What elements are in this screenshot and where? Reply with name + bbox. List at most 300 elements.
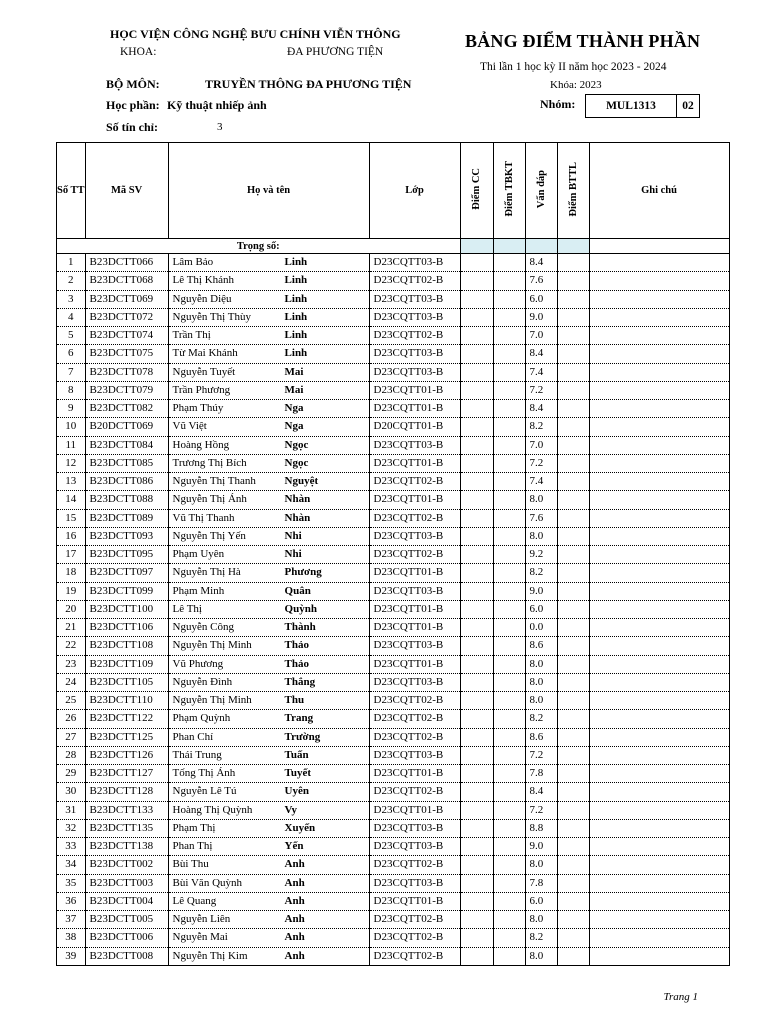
van-dap-cell: 8.0 (525, 856, 557, 874)
ten: Nga (284, 402, 304, 415)
diem-bttl-cell (557, 254, 589, 272)
ghi-chu-cell (589, 363, 729, 381)
ghi-chu-cell (589, 874, 729, 892)
ho-dem: Phạm Thúy (172, 402, 224, 415)
diem-tbkt-cell (493, 819, 525, 837)
diem-tbkt-cell (493, 600, 525, 618)
diem-tbkt-cell (493, 856, 525, 874)
col-masv: Mã SV (85, 143, 168, 239)
ten: Nga (284, 420, 304, 433)
ghi-chu-cell (589, 746, 729, 764)
ho-dem: Phan Thị (172, 840, 213, 853)
diem-tbkt-cell (493, 290, 525, 308)
masv-cell: B23DCTT004 (85, 892, 168, 910)
lop-cell: D23CQTT03-B (369, 345, 460, 363)
table-row (57, 381, 730, 399)
ho-dem: Nguyễn Thị Kim (172, 949, 248, 962)
hoten-cell (168, 308, 369, 326)
table-row (57, 929, 730, 947)
masv-cell: B20DCTT069 (85, 418, 168, 436)
ten: Anh (284, 858, 305, 871)
diem-cc-cell (460, 600, 493, 618)
lop-cell: D23CQTT02-B (369, 947, 460, 965)
hoten-cell (168, 637, 369, 655)
diem-cc-cell (460, 345, 493, 363)
masv-cell: B23DCTT072 (85, 308, 168, 326)
diem-cc-cell (460, 272, 493, 290)
diem-bttl-cell (557, 381, 589, 399)
ho-dem: Nguyễn Thị Hà (172, 566, 241, 579)
diem-tbkt-cell (493, 546, 525, 564)
bo-mon-label: BỘ MÔN: (106, 77, 160, 91)
table-row (57, 765, 730, 783)
table-row (57, 838, 730, 856)
lop-cell: D23CQTT01-B (369, 564, 460, 582)
ten: Ngọc (284, 438, 309, 451)
hoten-cell (168, 619, 369, 637)
stt-cell: 1 (57, 254, 86, 272)
diem-cc-cell (460, 947, 493, 965)
stt-cell: 32 (57, 819, 86, 837)
hoten-cell (168, 911, 369, 929)
masv-cell: B23DCTT006 (85, 929, 168, 947)
nhom-code-box: MUL1313 (585, 94, 677, 118)
ghi-chu-cell (589, 290, 729, 308)
col-diem-bttl-label: Điểm BTTL (567, 161, 579, 217)
hoten-cell (168, 254, 369, 272)
ho-dem: Phạm Uyên (172, 548, 225, 561)
ho-dem: Nguyễn Tuyết (172, 365, 236, 378)
diem-bttl-cell (557, 765, 589, 783)
lop-cell: D23CQTT01-B (369, 801, 460, 819)
diem-tbkt-cell (493, 892, 525, 910)
table-row (57, 290, 730, 308)
diem-cc-cell (460, 308, 493, 326)
table-row (57, 582, 730, 600)
ho-dem: Nguyễn Thị Minh (172, 694, 252, 707)
van-dap-cell: 9.2 (525, 546, 557, 564)
diem-cc-cell (460, 363, 493, 381)
diem-cc-cell (460, 290, 493, 308)
masv-cell: B23DCTT086 (85, 473, 168, 491)
stt-cell: 26 (57, 710, 86, 728)
diem-cc-cell (460, 892, 493, 910)
lop-cell: D23CQTT03-B (369, 363, 460, 381)
ten: Anh (284, 949, 305, 962)
lop-cell: D23CQTT02-B (369, 272, 460, 290)
hoten-cell (168, 673, 369, 691)
diem-tbkt-cell (493, 619, 525, 637)
table-row (57, 619, 730, 637)
weight-note (589, 239, 729, 254)
ho-dem: Phạm Thị (172, 821, 216, 834)
van-dap-cell: 8.2 (525, 418, 557, 436)
hoten-cell (168, 765, 369, 783)
diem-bttl-cell (557, 363, 589, 381)
col-stt: Số TT (57, 143, 86, 239)
ho-dem: Lê Thị Khánh (172, 274, 235, 287)
diem-bttl-cell (557, 856, 589, 874)
hoten-cell (168, 509, 369, 527)
stt-cell: 17 (57, 546, 86, 564)
masv-cell: B23DCTT074 (85, 327, 168, 345)
ghi-chu-cell (589, 892, 729, 910)
van-dap-cell: 7.8 (525, 874, 557, 892)
diem-cc-cell (460, 692, 493, 710)
ten: Trường (284, 730, 321, 743)
ten: Nguyệt (284, 475, 319, 488)
table-row (57, 454, 730, 472)
hoten-cell (168, 874, 369, 892)
hoten-cell (168, 400, 369, 418)
ho-dem: Lê Thị (172, 602, 202, 615)
diem-tbkt-cell (493, 564, 525, 582)
diem-tbkt-cell (493, 728, 525, 746)
ho-dem: Nguyễn Đình (172, 675, 233, 688)
ghi-chu-cell (589, 436, 729, 454)
table-row (57, 710, 730, 728)
ghi-chu-cell (589, 381, 729, 399)
diem-bttl-cell (557, 290, 589, 308)
table-row (57, 728, 730, 746)
diem-bttl-cell (557, 655, 589, 673)
lop-cell: D23CQTT02-B (369, 692, 460, 710)
ten: Quỳnh (284, 602, 317, 615)
stt-cell: 34 (57, 856, 86, 874)
ten: Xuyến (284, 821, 316, 834)
ghi-chu-cell (589, 692, 729, 710)
van-dap-cell: 7.2 (525, 381, 557, 399)
ghi-chu-cell (589, 655, 729, 673)
stt-cell: 28 (57, 746, 86, 764)
diem-cc-cell (460, 491, 493, 509)
ten: Yến (284, 840, 304, 853)
ho-dem: Nguyễn Thị Thùy (172, 310, 251, 323)
ghi-chu-cell (589, 400, 729, 418)
diem-cc-cell (460, 381, 493, 399)
lop-cell: D23CQTT02-B (369, 710, 460, 728)
diem-cc-cell (460, 436, 493, 454)
table-row (57, 892, 730, 910)
diem-bttl-cell (557, 710, 589, 728)
ghi-chu-cell (589, 765, 729, 783)
table-row (57, 746, 730, 764)
ten: Anh (284, 931, 305, 944)
masv-cell: B23DCTT002 (85, 856, 168, 874)
van-dap-cell: 8.0 (525, 673, 557, 691)
masv-cell: B23DCTT100 (85, 600, 168, 618)
masv-cell: B23DCTT088 (85, 491, 168, 509)
diem-bttl-cell (557, 527, 589, 545)
ten: Phương (284, 566, 322, 579)
ten: Thành (284, 621, 316, 634)
col-diem-tbkt (493, 143, 525, 239)
hoten-cell (168, 856, 369, 874)
lop-cell: D23CQTT02-B (369, 856, 460, 874)
hoten-cell (168, 436, 369, 454)
masv-cell: B23DCTT128 (85, 783, 168, 801)
page-number: Trang 1 (663, 991, 698, 1003)
masv-cell: B23DCTT005 (85, 911, 168, 929)
table-row (57, 254, 730, 272)
diem-cc-cell (460, 327, 493, 345)
diem-tbkt-cell (493, 874, 525, 892)
masv-cell: B23DCTT085 (85, 454, 168, 472)
ten: Anh (284, 913, 305, 926)
diem-tbkt-cell (493, 400, 525, 418)
table-row (57, 491, 730, 509)
masv-cell: B23DCTT089 (85, 509, 168, 527)
van-dap-cell: 7.2 (525, 454, 557, 472)
diem-cc-cell (460, 418, 493, 436)
ghi-chu-cell (589, 619, 729, 637)
ghi-chu-cell (589, 254, 729, 272)
lop-cell: D23CQTT03-B (369, 308, 460, 326)
van-dap-cell: 9.0 (525, 308, 557, 326)
diem-bttl-cell (557, 728, 589, 746)
stt-cell: 21 (57, 619, 86, 637)
van-dap-cell: 8.0 (525, 947, 557, 965)
van-dap-cell: 8.6 (525, 637, 557, 655)
ghi-chu-cell (589, 728, 729, 746)
ho-dem: Nguyễn Thị Yến (172, 529, 246, 542)
hoten-cell (168, 892, 369, 910)
stt-cell: 2 (57, 272, 86, 290)
masv-cell: B23DCTT135 (85, 819, 168, 837)
hoten-cell (168, 363, 369, 381)
van-dap-cell: 8.0 (525, 491, 557, 509)
col-hoten: Họ và tên (168, 143, 369, 239)
ho-dem: Trần Thị (172, 329, 211, 342)
ten: Nhàn (284, 511, 311, 524)
van-dap-cell: 9.0 (525, 838, 557, 856)
van-dap-cell: 6.0 (525, 290, 557, 308)
masv-cell: B23DCTT133 (85, 801, 168, 819)
diem-tbkt-cell (493, 272, 525, 290)
ho-dem: Nguyễn Thị Minh (172, 639, 252, 652)
stt-cell: 31 (57, 801, 86, 819)
stt-cell: 13 (57, 473, 86, 491)
hoten-cell (168, 600, 369, 618)
masv-cell: B23DCTT108 (85, 637, 168, 655)
masv-cell: B23DCTT068 (85, 272, 168, 290)
ho-dem: Lâm Bảo (172, 256, 214, 269)
diem-tbkt-cell (493, 746, 525, 764)
table-row (57, 673, 730, 691)
ghi-chu-cell (589, 911, 729, 929)
hoten-cell (168, 801, 369, 819)
table-row (57, 436, 730, 454)
ghi-chu-cell (589, 856, 729, 874)
lop-cell: D23CQTT02-B (369, 327, 460, 345)
van-dap-cell: 8.6 (525, 728, 557, 746)
diem-bttl-cell (557, 746, 589, 764)
ten: Linh (284, 310, 308, 323)
stt-cell: 8 (57, 381, 86, 399)
ho-dem: Bùi Thu (172, 858, 209, 871)
ho-dem: Phạm Quỳnh (172, 712, 231, 725)
diem-cc-cell (460, 783, 493, 801)
masv-cell: B23DCTT106 (85, 619, 168, 637)
weight-label: Trọng số: (57, 239, 461, 254)
diem-tbkt-cell (493, 308, 525, 326)
hoten-cell (168, 272, 369, 290)
lop-cell: D23CQTT03-B (369, 290, 460, 308)
ghi-chu-cell (589, 345, 729, 363)
diem-bttl-cell (557, 637, 589, 655)
stt-cell: 38 (57, 929, 86, 947)
diem-cc-cell (460, 728, 493, 746)
diem-tbkt-cell (493, 491, 525, 509)
table-row (57, 527, 730, 545)
ten: Quân (284, 584, 311, 597)
diem-tbkt-cell (493, 527, 525, 545)
diem-cc-cell (460, 819, 493, 837)
van-dap-cell: 6.0 (525, 600, 557, 618)
masv-cell: B23DCTT084 (85, 436, 168, 454)
nhom-number-box: 02 (676, 94, 700, 118)
exam-subtitle: Thi lần 1 học kỳ II năm học 2023 - 2024 (480, 61, 667, 73)
hoten-cell (168, 947, 369, 965)
table-row (57, 363, 730, 381)
ghi-chu-cell (589, 491, 729, 509)
diem-tbkt-cell (493, 473, 525, 491)
ho-dem: Hoàng Hồng (172, 438, 230, 451)
diem-cc-cell (460, 838, 493, 856)
ho-dem: Hoàng Thị Quỳnh (172, 803, 253, 816)
van-dap-cell: 8.0 (525, 527, 557, 545)
ho-dem: Nguyễn Diệu (172, 292, 232, 305)
ten: Uyên (284, 785, 309, 798)
stt-cell: 25 (57, 692, 86, 710)
stt-cell: 16 (57, 527, 86, 545)
lop-cell: D23CQTT01-B (369, 765, 460, 783)
stt-cell: 22 (57, 637, 86, 655)
masv-cell: B23DCTT127 (85, 765, 168, 783)
col-van-dap (525, 143, 557, 239)
lop-cell: D23CQTT03-B (369, 637, 460, 655)
diem-tbkt-cell (493, 509, 525, 527)
ho-dem: Vũ Phương (172, 657, 224, 670)
lop-cell: D23CQTT03-B (369, 746, 460, 764)
table-row (57, 418, 730, 436)
ghi-chu-cell (589, 582, 729, 600)
diem-bttl-cell (557, 582, 589, 600)
van-dap-cell: 9.0 (525, 582, 557, 600)
diem-tbkt-cell (493, 655, 525, 673)
masv-cell: B23DCTT099 (85, 582, 168, 600)
masv-cell: B23DCTT105 (85, 673, 168, 691)
table-row (57, 819, 730, 837)
ten: Thảo (284, 657, 310, 670)
table-row (57, 947, 730, 965)
ten: Linh (284, 256, 308, 269)
grade-table (56, 142, 730, 966)
van-dap-cell: 7.8 (525, 765, 557, 783)
diem-bttl-cell (557, 801, 589, 819)
van-dap-cell: 8.4 (525, 254, 557, 272)
diem-cc-cell (460, 582, 493, 600)
ho-dem: Phạm Minh (172, 584, 225, 597)
diem-cc-cell (460, 564, 493, 582)
ghi-chu-cell (589, 418, 729, 436)
stt-cell: 15 (57, 509, 86, 527)
stt-cell: 35 (57, 874, 86, 892)
ho-dem: Thái Trung (172, 748, 222, 761)
van-dap-cell: 7.0 (525, 327, 557, 345)
van-dap-cell: 7.2 (525, 746, 557, 764)
diem-tbkt-cell (493, 765, 525, 783)
diem-cc-cell (460, 911, 493, 929)
hoten-cell (168, 655, 369, 673)
stt-cell: 6 (57, 345, 86, 363)
masv-cell: B23DCTT109 (85, 655, 168, 673)
stt-cell: 14 (57, 491, 86, 509)
ten: Linh (284, 329, 308, 342)
lop-cell: D23CQTT02-B (369, 728, 460, 746)
masv-cell: B23DCTT093 (85, 527, 168, 545)
table-row (57, 272, 730, 290)
stt-cell: 39 (57, 947, 86, 965)
lop-cell: D23CQTT02-B (369, 509, 460, 527)
van-dap-cell: 7.6 (525, 509, 557, 527)
ghi-chu-cell (589, 783, 729, 801)
lop-cell: D23CQTT01-B (369, 381, 460, 399)
diem-tbkt-cell (493, 418, 525, 436)
diem-bttl-cell (557, 345, 589, 363)
diem-bttl-cell (557, 418, 589, 436)
ho-dem: Nguyễn Mai (172, 931, 228, 944)
ghi-chu-cell (589, 838, 729, 856)
diem-cc-cell (460, 929, 493, 947)
ho-dem: Nguyễn Thị Ánh (172, 493, 247, 506)
diem-cc-cell (460, 473, 493, 491)
ten: Nhi (284, 529, 302, 542)
hoc-phan-label: Học phần: (106, 98, 160, 112)
table-row (57, 564, 730, 582)
table-row (57, 546, 730, 564)
hoten-cell (168, 582, 369, 600)
diem-bttl-cell (557, 874, 589, 892)
masv-cell: B23DCTT075 (85, 345, 168, 363)
diem-cc-cell (460, 400, 493, 418)
ghi-chu-cell (589, 564, 729, 582)
table-row (57, 637, 730, 655)
diem-tbkt-cell (493, 947, 525, 965)
stt-cell: 4 (57, 308, 86, 326)
ten: Vy (284, 803, 297, 816)
ho-dem: Nguyễn Công (172, 621, 234, 634)
stt-cell: 37 (57, 911, 86, 929)
ghi-chu-cell (589, 947, 729, 965)
stt-cell: 24 (57, 673, 86, 691)
diem-bttl-cell (557, 819, 589, 837)
ten: Nhi (284, 548, 302, 561)
hoten-cell (168, 345, 369, 363)
table-row (57, 783, 730, 801)
lop-cell: D23CQTT02-B (369, 783, 460, 801)
lop-cell: D23CQTT02-B (369, 546, 460, 564)
diem-cc-cell (460, 454, 493, 472)
diem-cc-cell (460, 765, 493, 783)
table-row (57, 473, 730, 491)
nhom-label: Nhóm: (540, 97, 576, 111)
diem-tbkt-cell (493, 710, 525, 728)
lop-cell: D23CQTT01-B (369, 655, 460, 673)
diem-bttl-cell (557, 892, 589, 910)
hoten-cell (168, 290, 369, 308)
diem-bttl-cell (557, 783, 589, 801)
